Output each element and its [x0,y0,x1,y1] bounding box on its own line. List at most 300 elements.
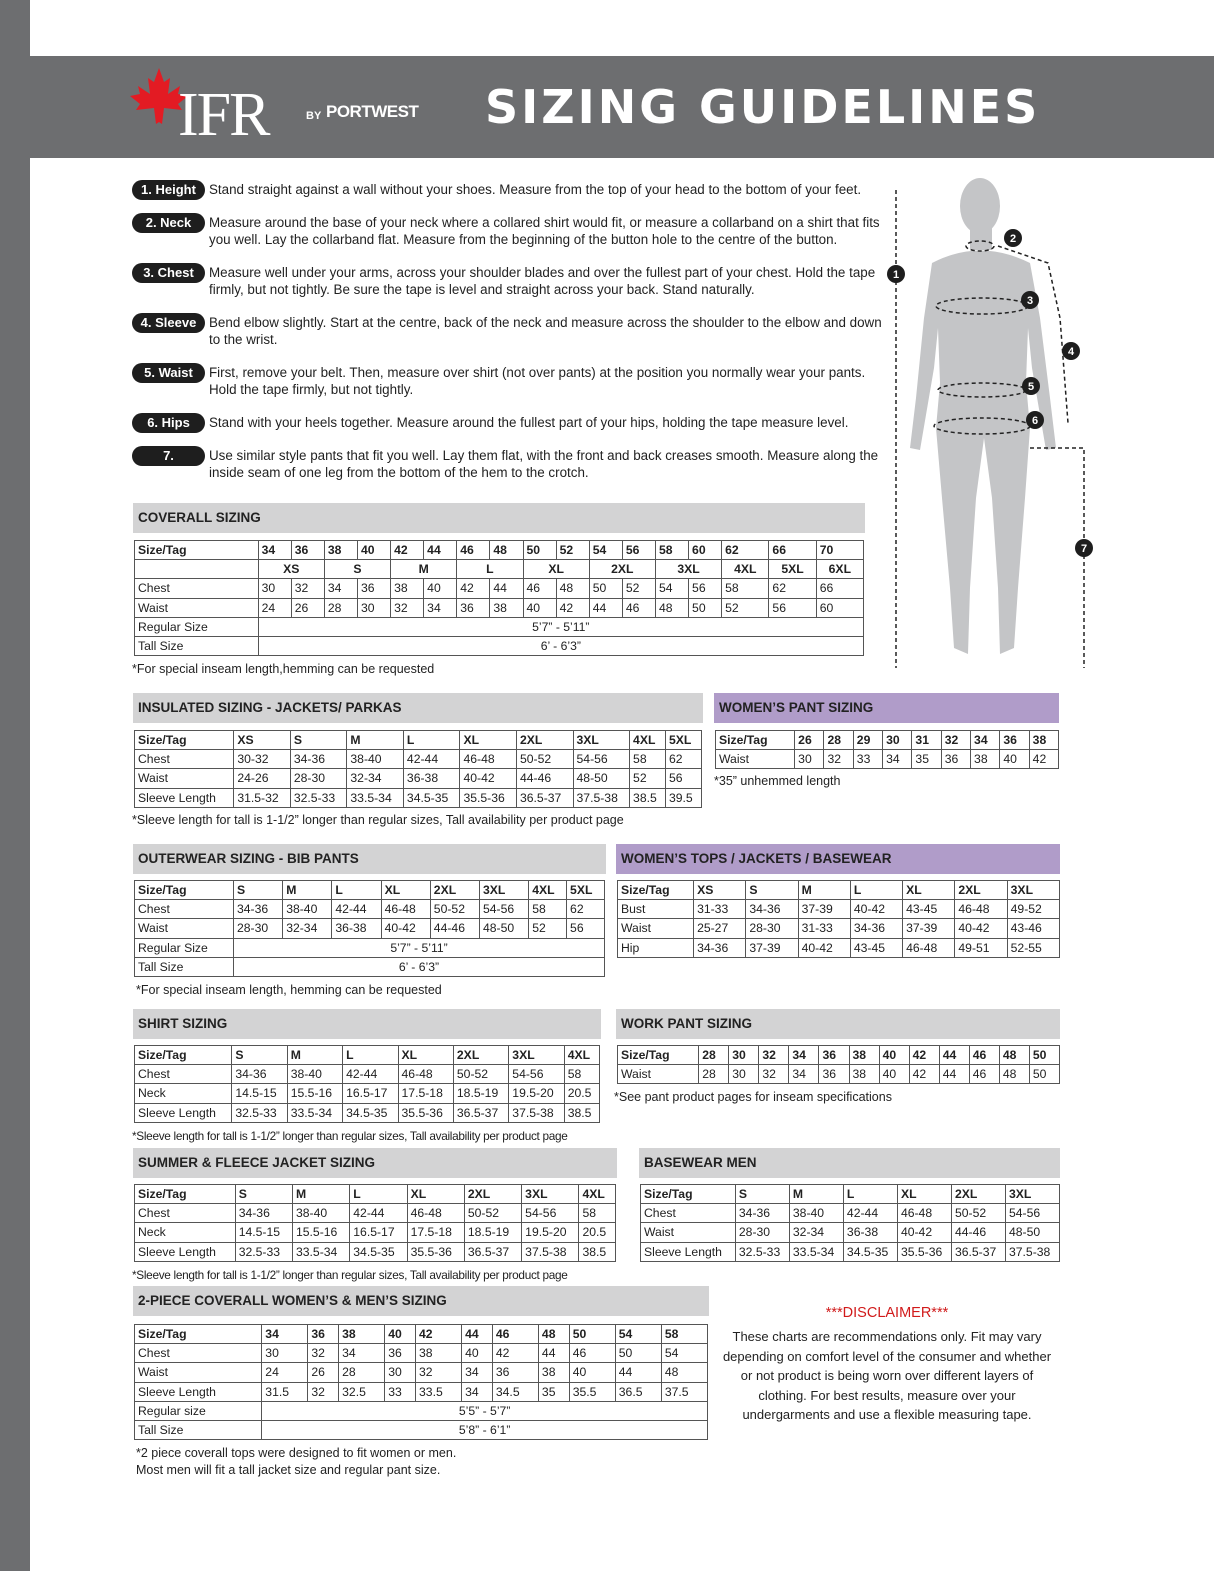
table-cell: 38.5 [630,788,666,807]
instruction-inseam [132,447,892,481]
table-cell: 40 [1000,750,1029,769]
table-cell: 66 [816,579,863,598]
table-cell: Regular Size [135,617,259,636]
table-cell: 52 [722,598,769,617]
table-cell: 44 [939,1046,969,1065]
basewear-table [640,1184,1060,1262]
table-cell: 43-45 [850,938,902,957]
table-row [135,1204,616,1223]
table-cell: Waist [618,919,694,938]
outerwear-section-title: OUTERWEAR SIZING - BIB PANTS [133,844,606,874]
table-cell: 56 [665,769,701,788]
table-cell: 40 [357,541,390,560]
table-cell: 26 [308,1363,339,1382]
table-row [135,1382,708,1401]
table-cell: 2XL [589,560,655,579]
table-cell: 17.5-18 [407,1223,464,1242]
table-cell: 34-36 [735,1204,789,1223]
table-cell: 62 [722,541,769,560]
table-cell: 40 [424,579,457,598]
table-cell: 38 [971,750,1000,769]
table-cell: Waist [135,919,234,938]
table-cell: Size/Tag [641,1185,736,1204]
disclaimer-body: These charts are recommendations only. Fit may vary depending on comfort level of the consumer and whether or not product is being worn over different layers of clothing. For best results, measure over your undergarments and use a flexible measuring tape. [722,1329,1052,1423]
table-cell: 44 [939,1065,969,1084]
table-cell: 38-40 [347,750,404,769]
table-cell: XL [897,1185,951,1204]
table-cell: 42 [1029,750,1058,769]
table-cell: Chest [135,1204,236,1223]
table-cell: 36-38 [843,1223,897,1242]
table-cell: 18.5-19 [464,1223,521,1242]
table-cell: 44-46 [516,769,573,788]
table-cell: 15.5-16 [292,1223,349,1242]
table-cell: 36.5-37 [516,788,573,807]
table-cell: 54-56 [522,1204,579,1223]
table-cell: M [283,881,332,900]
table-cell: 38-40 [292,1204,349,1223]
table-cell: 46-48 [407,1204,464,1223]
table-cell: 34 [258,541,291,560]
table-cell: 50 [1029,1046,1059,1065]
work-pant-table [617,1045,1060,1084]
table-cell: 56 [622,541,655,560]
table-row [135,1242,616,1261]
table-cell: 60 [689,541,722,560]
table-cell: 43-45 [903,900,955,919]
table-cell: 58 [579,1204,616,1223]
table-cell: S [235,1185,292,1204]
instruction-text: Bend elbow slightly. Start at the centre, back of the neck and measure across the shoulder to the elbow and down to the wrist. [209,315,882,347]
table-row [618,881,1060,900]
table-cell: XL [523,560,589,579]
table-cell: 30 [357,598,390,617]
table-cell: 34-36 [694,938,746,957]
table-cell: 2XL [951,1185,1005,1204]
table-cell: 50-52 [430,900,479,919]
table-cell: 38-40 [789,1204,843,1223]
table-cell: 38 [849,1065,879,1084]
table-cell: 34.5-35 [343,1103,398,1122]
work-pant-note: *See pant product pages for inseam specifications [614,1090,892,1104]
table-cell: 20.5 [579,1223,616,1242]
table-cell: 31.5-32 [234,788,291,807]
marker-4: 4 [1067,346,1075,358]
table-cell: 33.5-34 [292,1242,349,1261]
table-cell: 35.5 [569,1382,615,1401]
table-cell: Waist [135,769,234,788]
table-cell: 16.5-17 [350,1223,407,1242]
table-row [135,1185,616,1204]
table-cell: 50-52 [453,1065,508,1084]
disclaimer-title: ***DISCLAIMER*** [825,1305,949,1321]
table-cell: 3XL [522,1185,579,1204]
table-cell: 2XL [453,1046,508,1065]
table-cell: 6’ - 6’3” [233,957,604,976]
shirt-section-title: SHIRT SIZING [133,1009,601,1039]
table-cell: 42 [556,598,589,617]
instruction-text: Measure around the base of your neck where a collared shirt would fit, or measure a collarband on a shirt that fits you well. Lay the collarband flat. Measure from the beginning of the button hole to the centre of the button. [209,215,880,247]
table-cell: 33 [385,1382,416,1401]
table-cell: XL [903,881,955,900]
table-cell: Size/Tag [716,731,795,750]
logo-partner: PORTWEST [326,102,419,121]
table-row [135,617,864,636]
table-cell: 44 [462,1325,493,1344]
table-cell: 5’8” - 6’1” [262,1420,708,1439]
table-cell: 34-36 [235,1204,292,1223]
table-cell: Size/Tag [135,731,234,750]
logo-text: IFR [178,81,269,149]
table-cell: 58 [655,541,688,560]
table-cell: XL [398,1046,453,1065]
table-cell: 42-44 [403,750,460,769]
instruction-waist [132,364,892,398]
table-cell: 34 [789,1046,819,1065]
table-cell: Size/Tag [135,881,234,900]
womens-tops-section-title: WOMEN’S TOPS / JACKETS / BASEWEAR [616,844,1060,874]
table-cell: 15.5-16 [287,1084,342,1103]
table-cell: 25-27 [694,919,746,938]
table-cell: 28 [699,1046,729,1065]
table-cell: 50 [1029,1065,1059,1084]
table-cell: 34 [339,1344,385,1363]
table-cell: XS [694,881,746,900]
table-cell: 50 [523,541,556,560]
table-cell: 38 [538,1363,569,1382]
table-cell: 56 [689,579,722,598]
table-cell: 18.5-19 [453,1084,508,1103]
table-cell: 52 [556,541,589,560]
instruction-label: 6. Hips [132,413,205,433]
table-row [618,938,1060,957]
summer-note: *Sleeve length for tall is 1-1/2” longer than regular sizes, Tall availability per product page [132,1268,568,1282]
table-cell: 26 [795,731,824,750]
table-cell: 32 [941,731,970,750]
table-cell: 54-56 [1005,1204,1059,1223]
table-cell: 36-38 [332,919,381,938]
table-cell: 28 [699,1065,729,1084]
table-cell: Waist [716,750,795,769]
table-cell: Tall Size [135,636,259,655]
table-cell: 40 [385,1325,416,1344]
table-cell: Waist [135,598,259,617]
table-cell: 58 [722,579,769,598]
table-cell: 49-51 [955,938,1007,957]
table-cell: 38 [849,1046,879,1065]
table-cell: 38 [339,1325,385,1344]
table-cell: 43-46 [1007,919,1059,938]
table-cell: Sleeve Length [641,1242,736,1261]
two-piece-note-2: Most men will fit a tall jacket size and regular pant size. [136,1463,441,1477]
shirt-note: *Sleeve length for tall is 1-1/2” longer than regular sizes, Tall availability per product page [132,1129,568,1143]
table-cell: 42 [391,541,424,560]
body-measurement-figure [880,168,1110,688]
table-cell: 34-36 [232,1065,287,1084]
table-cell: 46 [969,1046,999,1065]
table-cell: 28-30 [290,769,347,788]
table-cell: 34-36 [290,750,347,769]
table-cell: M [292,1185,349,1204]
table-cell: 40 [569,1363,615,1382]
ifr-logo [128,64,458,154]
table-cell: 54 [589,541,622,560]
table-cell: 36 [941,750,970,769]
table-cell: 14.5-15 [232,1084,287,1103]
table-cell: 2XL [464,1185,521,1204]
table-cell: S [324,560,390,579]
table-cell: 32-34 [347,769,404,788]
table-row [716,750,1059,769]
table-cell: 30-32 [234,750,291,769]
table-cell: 40-42 [381,919,430,938]
table-cell: 14.5-15 [235,1223,292,1242]
insulated-section-title: INSULATED SIZING - JACKETS/ PARKAS [133,693,703,723]
table-cell: 33 [853,750,882,769]
table-cell: Chest [135,900,234,919]
table-cell: 62 [769,579,816,598]
table-cell: 58 [564,1065,599,1084]
table-cell: 46-48 [903,938,955,957]
table-cell: 16.5-17 [343,1084,398,1103]
table-cell: 36 [457,598,490,617]
table-cell: 33.5-34 [789,1242,843,1261]
table-cell: L [850,881,902,900]
table-cell: 32.5-33 [290,788,347,807]
table-cell: 42-44 [343,1065,398,1084]
table-cell: 35.5-36 [897,1242,951,1261]
table-row [135,1363,708,1382]
table-cell: 5’5” - 5’7” [262,1401,708,1420]
table-cell: 46-48 [955,900,1007,919]
table-cell: 34.5 [492,1382,538,1401]
table-cell: Chest [641,1204,736,1223]
table-row [641,1242,1060,1261]
table-cell: 56 [567,919,605,938]
table-cell: 36 [385,1344,416,1363]
table-cell: 50-52 [516,750,573,769]
table-cell: 26 [291,598,324,617]
instruction-chest [132,264,892,298]
table-cell: Chest [135,750,234,769]
coverall-table [134,540,864,656]
table-cell: 48-50 [1005,1223,1059,1242]
table-cell: 40 [879,1046,909,1065]
table-cell: 28-30 [735,1223,789,1242]
table-cell: 40 [879,1065,909,1084]
table-row [641,1185,1060,1204]
table-cell: 37.5-38 [522,1242,579,1261]
table-row [618,1065,1060,1084]
table-cell: Size/Tag [618,1046,699,1065]
table-cell: 34 [462,1363,493,1382]
table-cell: 62 [665,750,701,769]
table-cell: 32 [308,1344,339,1363]
instruction-hips [132,414,892,431]
table-cell: 37.5-38 [509,1103,564,1122]
table-cell: 46 [569,1344,615,1363]
table-row [135,1084,600,1103]
table-cell: 29 [853,731,882,750]
table-cell: 3XL [1007,881,1059,900]
table-row [135,1401,708,1420]
table-cell: 28-30 [746,919,798,938]
table-cell: 42 [909,1065,939,1084]
table-cell: 30 [385,1363,416,1382]
two-piece-note-1: *2 piece coverall tops were designed to fit women or men. [136,1446,457,1460]
table-cell: 3XL [573,731,630,750]
womens-pant-note: *35” unhemmed length [714,774,841,788]
table-cell: S [735,1185,789,1204]
table-cell [135,560,259,579]
table-row [135,1223,616,1242]
table-cell: 33.5-34 [347,788,404,807]
table-cell: 60 [816,598,863,617]
table-cell: 37.5-38 [1005,1242,1059,1261]
instruction-height [132,181,892,198]
coverall-note: *For special inseam length,hemming can be requested [132,662,435,676]
table-cell: 44 [424,541,457,560]
table-cell: 37.5-38 [573,788,630,807]
table-cell: Sleeve Length [135,1242,236,1261]
table-cell: 40 [523,598,556,617]
table-cell: 37-39 [903,919,955,938]
table-cell: 34 [462,1382,493,1401]
table-cell: 49-52 [1007,900,1059,919]
table-cell: 46-48 [460,750,517,769]
instruction-label: 7. Inseam [132,446,205,466]
marker-3: 3 [1026,295,1034,307]
table-row [135,919,605,938]
table-cell: 48 [556,579,589,598]
marker-1: 1 [892,269,900,281]
table-cell: 3XL [655,560,721,579]
table-cell: 5XL [665,731,701,750]
table-row [135,560,864,579]
table-cell: 40-42 [798,938,850,957]
table-cell: 4XL [630,731,666,750]
table-cell: 4XL [564,1046,599,1065]
table-cell: 38 [391,579,424,598]
table-cell: 35.5-36 [398,1103,453,1122]
table-cell: 46 [622,598,655,617]
table-cell: 38 [416,1344,462,1363]
table-cell: Size/Tag [135,541,259,560]
table-cell: 36.5-37 [453,1103,508,1122]
table-cell: 40 [462,1344,493,1363]
table-row [135,1325,708,1344]
table-cell: 54 [655,579,688,598]
table-cell: 44-46 [430,919,479,938]
table-cell: 30 [729,1065,759,1084]
table-cell: 3XL [480,881,529,900]
table-cell: 31-33 [798,919,850,938]
table-cell: 32-34 [283,919,332,938]
two-piece-table [134,1324,708,1440]
table-cell: 5XL [769,560,816,579]
table-cell: 48 [655,598,688,617]
table-cell: 31.5 [262,1382,308,1401]
instruction-text: Stand straight against a wall without your shoes. Measure from the top of your head to the bottom of your feet. [209,182,862,197]
table-cell: 38.5 [564,1103,599,1122]
table-cell: 52-55 [1007,938,1059,957]
table-row [716,731,1059,750]
shirt-table [134,1045,600,1123]
work-pant-section-title: WORK PANT SIZING [616,1009,1060,1039]
instruction-label: 1. Height [132,180,205,200]
instruction-sleeve [132,314,892,348]
table-cell: 32 [291,579,324,598]
table-cell: XL [407,1185,464,1204]
table-cell: 28 [324,598,357,617]
table-cell: 58 [529,900,567,919]
table-cell: 44 [490,579,523,598]
table-cell: 40-42 [955,919,1007,938]
table-cell: Sleeve Length [135,1103,232,1122]
table-cell: 42-44 [350,1204,407,1223]
table-cell: M [798,881,850,900]
table-cell: 42 [457,579,490,598]
table-cell: S [233,881,282,900]
table-cell: 50-52 [951,1204,1005,1223]
table-cell: 54-56 [509,1065,564,1084]
marker-7: 7 [1080,543,1088,555]
table-cell: M [789,1185,843,1204]
table-cell: 34-36 [850,919,902,938]
table-cell: 24 [258,598,291,617]
table-cell: 5’7” - 5’11” [258,617,863,636]
table-row [135,579,864,598]
table-cell: 42 [416,1325,462,1344]
summer-table [134,1184,616,1262]
table-cell: 36 [1000,731,1029,750]
table-cell: 50 [615,1344,661,1363]
table-cell: 19.5-20 [509,1084,564,1103]
table-cell: XS [258,560,324,579]
page-header [30,56,1214,158]
table-cell: 36 [819,1065,849,1084]
table-cell: 46-48 [381,900,430,919]
table-cell: 2XL [516,731,573,750]
table-cell: 56 [769,598,816,617]
table-cell: 48 [538,1325,569,1344]
table-cell: L [343,1046,398,1065]
table-cell: 48 [490,541,523,560]
table-cell: 48 [999,1046,1029,1065]
table-row [618,900,1060,919]
table-cell: 35 [912,750,941,769]
table-cell: 52 [622,579,655,598]
table-cell: 36 [357,579,390,598]
table-cell: 40-42 [460,769,517,788]
table-cell: Tall Size [135,957,234,976]
table-cell: 46-48 [897,1204,951,1223]
left-margin-bar [0,0,30,1571]
table-cell: 3XL [509,1046,564,1065]
table-row [135,1065,600,1084]
table-cell: 33.5 [416,1382,462,1401]
two-piece-section-title: 2-PIECE COVERALL WOMEN’S & MEN’S SIZING [133,1286,709,1316]
table-cell: 17.5-18 [398,1084,453,1103]
logo-by: BY [306,110,322,122]
table-cell: 28-30 [233,919,282,938]
table-cell: 24-26 [234,769,291,788]
summer-section-title: SUMMER & FLEECE JACKET SIZING [133,1148,617,1178]
table-cell: 44-46 [951,1223,1005,1242]
table-cell: 34 [789,1065,819,1084]
table-cell: Bust [618,900,694,919]
table-cell: XS [234,731,291,750]
